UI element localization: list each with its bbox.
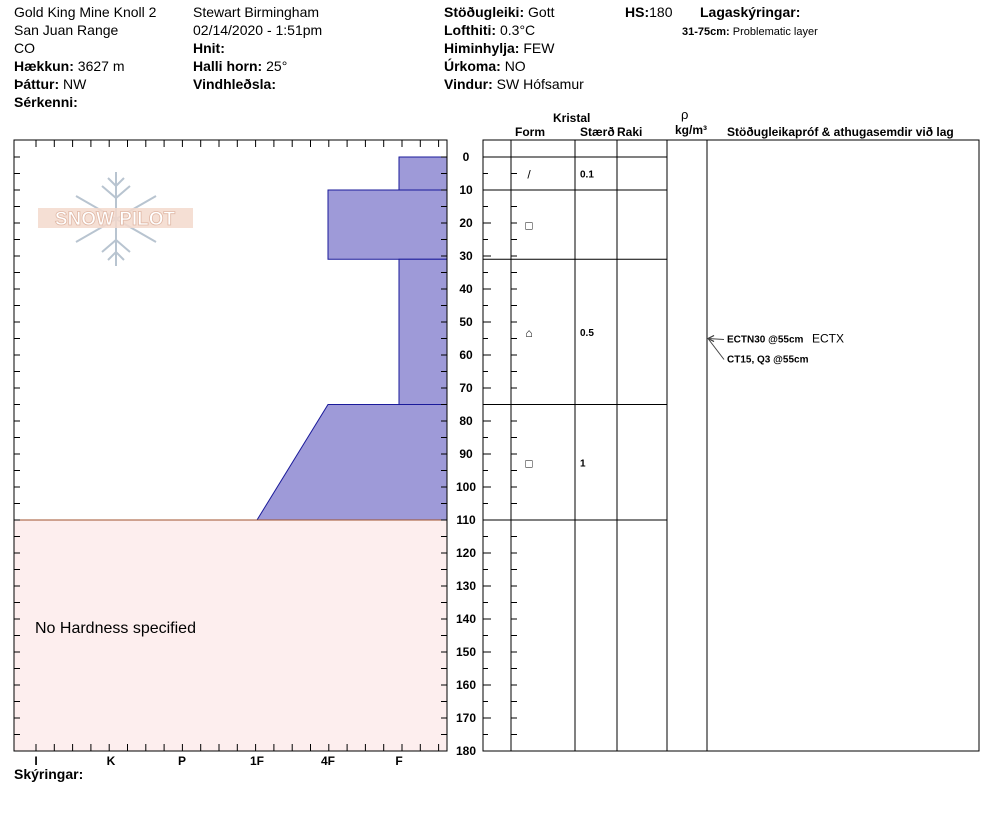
- depth-label-10: 10: [459, 183, 473, 197]
- stability-test-1: ECTN30 @55cm: [727, 334, 804, 346]
- crystal-header: Kristal: [553, 111, 591, 125]
- layer-form-2: □: [525, 218, 533, 233]
- stability-test-2: CT15, Q3 @55cm: [727, 354, 809, 366]
- layer-size-1: 0.1: [580, 169, 594, 181]
- hardness-label-p: P: [177, 754, 187, 768]
- wind-loading-label: Vindhleðsla:: [193, 76, 276, 92]
- depth-label-50: 50: [459, 315, 473, 329]
- layer-size-3: 0.5: [580, 327, 594, 339]
- slope-value: 25°: [266, 58, 288, 74]
- test-pointer-2: [708, 339, 724, 360]
- stability-value: Gott: [528, 4, 555, 20]
- depth-label-150: 150: [455, 645, 477, 659]
- hardness-label-k: K: [106, 754, 116, 768]
- air-temp-label: Lofthiti:: [444, 22, 497, 38]
- layer-notes-label: Lagaskýringar:: [700, 4, 801, 20]
- hardness-layer-1: [399, 157, 447, 190]
- stability-test-extra-1: ECTX: [812, 331, 845, 346]
- wind-label: Vindur:: [444, 76, 493, 92]
- air-temp-value: 0.3°C: [499, 22, 536, 38]
- depth-label-90: 90: [459, 447, 473, 461]
- sky-value: FEW: [523, 40, 555, 56]
- hardness-layer-4: [257, 405, 447, 521]
- depth-label-40: 40: [459, 282, 473, 296]
- precip-label: Úrkoma:: [444, 58, 501, 74]
- hs-value: 180: [649, 4, 673, 20]
- depth-label-70: 70: [459, 381, 473, 395]
- depth-label-180: 180: [455, 744, 477, 758]
- depth-label-140: 140: [455, 612, 477, 626]
- layer-note-range: 31-75cm:: [682, 26, 730, 38]
- depth-label-20: 20: [459, 216, 473, 230]
- observation-datetime: 02/14/2020 - 1:51pm: [193, 22, 323, 38]
- depth-label-60: 60: [459, 348, 473, 362]
- location-name: Gold King Mine Knoll 2: [14, 4, 157, 20]
- hardness-label-4f: 4F: [320, 754, 336, 768]
- hardness-label-f: F: [395, 754, 403, 768]
- hardness-label-1f: 1F: [249, 754, 265, 768]
- depth-label-100: 100: [455, 480, 477, 494]
- mountain-range: San Juan Range: [14, 22, 119, 38]
- depth-label-160: 160: [455, 678, 477, 692]
- hardness-layer-2: [328, 190, 447, 259]
- stability-label: Stöðugleiki:: [444, 4, 525, 20]
- layer-size-4: 1: [580, 458, 586, 470]
- tests-header: Stöðugleikapróf & athugasemdir við lag: [727, 125, 954, 139]
- depth-label-0: 0: [462, 150, 470, 164]
- coordinates-label: Hnit:: [193, 40, 225, 56]
- elevation-value: 3627 m: [77, 58, 125, 74]
- depth-label-120: 120: [455, 546, 477, 560]
- sky-label: Himinhylja:: [444, 40, 520, 56]
- observer-name: Stewart Birmingham: [193, 4, 320, 20]
- hardness-layer-3: [399, 259, 447, 404]
- logo-text: SNOW PILOT: [54, 209, 176, 230]
- size-header: Stærð: [580, 125, 615, 139]
- depth-label-110: 110: [456, 513, 476, 527]
- layer-form-3: ⌂: [525, 325, 533, 340]
- layer-table-frame: [483, 140, 979, 751]
- depth-label-170: 170: [455, 711, 477, 725]
- features-label: Sérkenni:: [14, 94, 78, 110]
- aspect-label: Þáttur:: [14, 76, 60, 92]
- layer-form-4: □: [525, 456, 533, 471]
- layer-form-1: /: [527, 167, 531, 182]
- form-header: Form: [515, 125, 545, 139]
- depth-label-80: 80: [459, 414, 473, 428]
- wind-value: SW Hófsamur: [496, 76, 584, 92]
- comments-label: Skýringar:: [14, 766, 84, 782]
- aspect-value: NW: [63, 76, 87, 92]
- moisture-header: Raki: [617, 125, 643, 139]
- elevation-label: Hækkun:: [14, 58, 74, 74]
- state: CO: [14, 40, 35, 56]
- density-unit: kg/m³: [675, 123, 708, 137]
- slope-label: Halli horn:: [193, 58, 263, 74]
- density-symbol: ρ: [681, 107, 689, 122]
- layer-note-text: Problematic layer: [732, 26, 818, 38]
- no-hardness-label: No Hardness specified: [35, 620, 196, 637]
- precip-value: NO: [504, 58, 526, 74]
- depth-label-130: 130: [455, 579, 477, 593]
- depth-label-30: 30: [459, 249, 473, 263]
- hardness-label-i: I: [34, 754, 38, 768]
- hs-label: HS:: [625, 4, 650, 20]
